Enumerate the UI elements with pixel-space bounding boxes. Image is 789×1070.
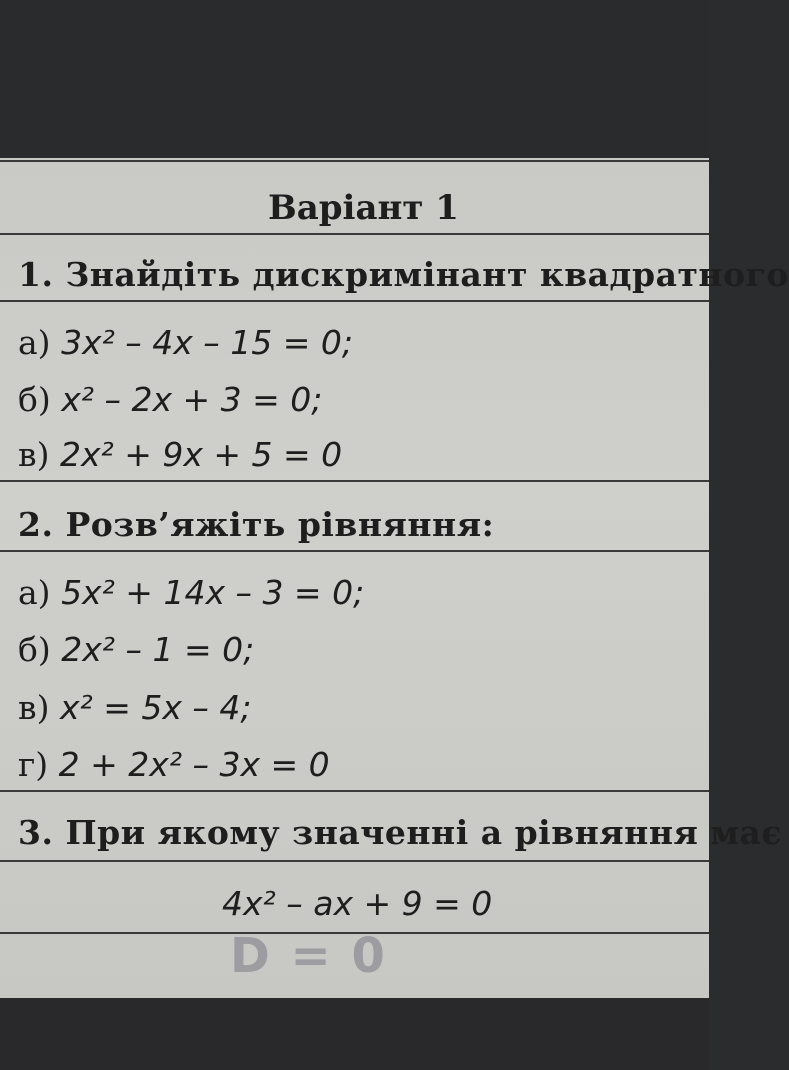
item-equation: x² = 5x – 4;: [59, 688, 252, 727]
rule-after-task3: [0, 860, 709, 862]
background-bottom: [0, 998, 709, 1070]
item-equation: 2x² + 9x + 5 = 0: [59, 435, 343, 474]
item-label: в): [18, 688, 50, 727]
rule-top: [0, 160, 709, 162]
task3-equation: 4x² – ax + 9 = 0: [222, 884, 493, 923]
task2-prompt: 2. Розв’яжіть рівняння:: [18, 505, 495, 544]
task2-item-a: [18, 573, 364, 613]
item-label: в): [18, 435, 50, 474]
task2-item-d: [18, 745, 330, 785]
handwritten-note: D = 0: [230, 928, 387, 984]
rule-after-task1: [0, 300, 709, 302]
rule-after-title: [0, 233, 709, 235]
item-label: г): [18, 745, 49, 784]
rule-after-task1-items: [0, 480, 709, 482]
rule-after-task2: [0, 550, 709, 552]
item-label: а): [18, 573, 51, 612]
item-equation: 5x² + 14x – 3 = 0;: [61, 573, 365, 612]
task1-item-a: [18, 323, 353, 363]
task1-item-c: [18, 435, 342, 475]
task1-prompt: 1. Знайдіть дискримінант квадратного: [18, 255, 789, 294]
item-label: б): [18, 630, 51, 669]
item-label: б): [18, 380, 51, 419]
item-equation: 2x² – 1 = 0;: [61, 630, 255, 669]
item-equation: 2 + 2x² – 3x = 0: [58, 745, 330, 784]
task1-item-b: [18, 380, 322, 420]
task2-item-c: [18, 688, 251, 728]
task3-prompt: 3. При якому значенні a рівняння має: [18, 813, 782, 852]
item-label: а): [18, 323, 51, 362]
background-top: [0, 0, 709, 158]
rule-after-task2-items: [0, 790, 709, 792]
item-equation: x² – 2x + 3 = 0;: [61, 380, 323, 419]
task2-item-b: [18, 630, 254, 670]
page-title: Варіант 1: [268, 188, 459, 228]
item-equation: 3x² – 4x – 15 = 0;: [61, 323, 354, 362]
